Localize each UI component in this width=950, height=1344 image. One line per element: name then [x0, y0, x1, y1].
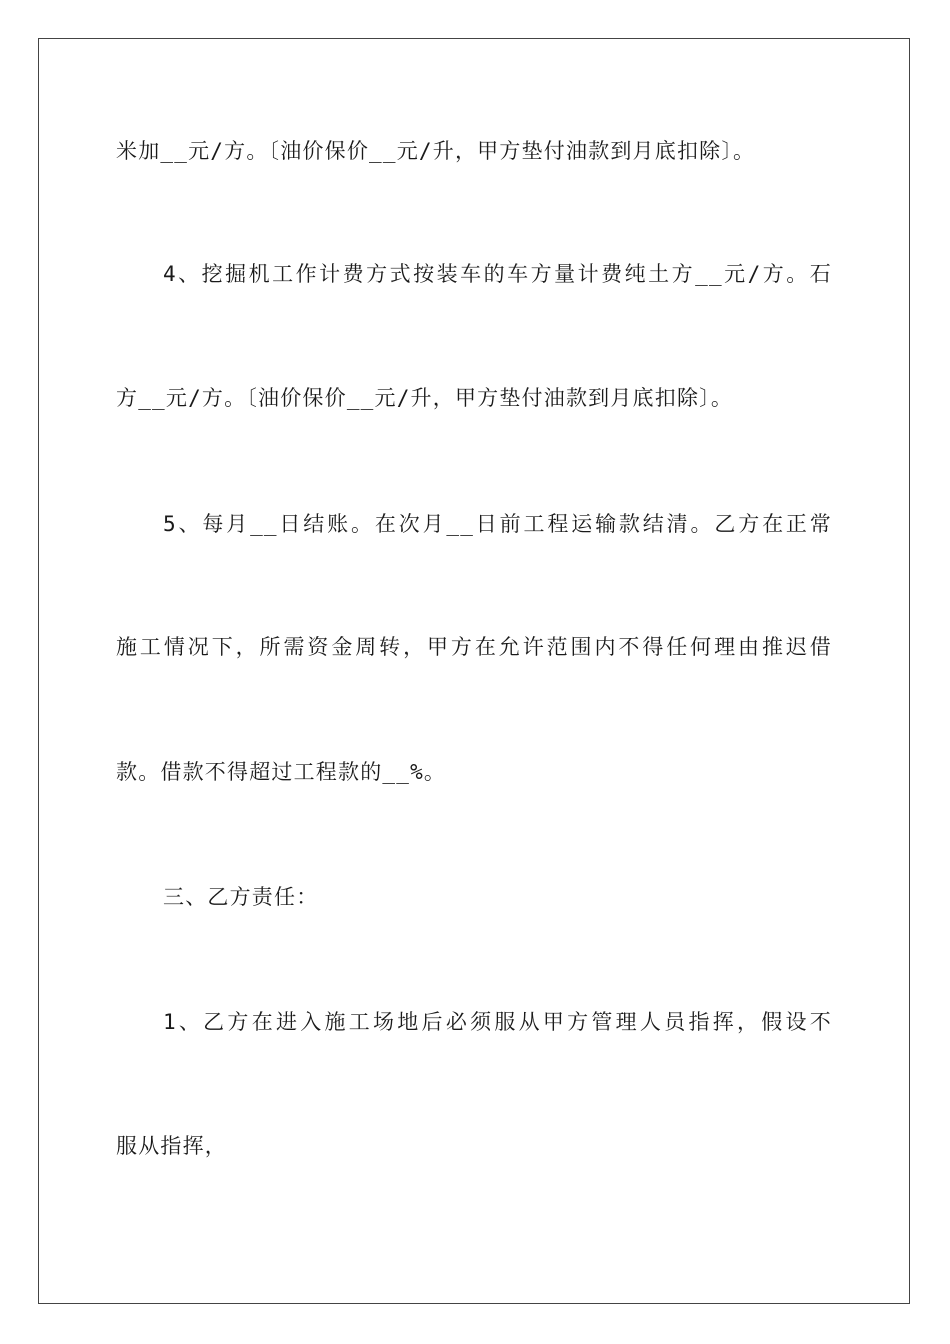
text-line-3: 方__元/方。〔油价保价__元/升，甲方垫付油款到月底扣除〕。	[116, 386, 734, 410]
page-frame	[38, 38, 910, 1304]
text-line-2: 4、挖掘机工作计费方式按装车的车方量计费纯土方__元/方。石	[163, 262, 832, 286]
text-line-8: 1、乙方在进入施工场地后必须服从甲方管理人员指挥，假设不	[163, 1010, 832, 1034]
section-heading: 三、乙方责任：	[163, 885, 319, 909]
text-line-5: 施工情况下，所需资金周转，甲方在允许范围内不得任何理由推迟借	[116, 635, 832, 659]
text-line-9: 服从指挥，	[116, 1134, 227, 1158]
text-line-4: 5、每月__日结账。在次月__日前工程运输款结清。乙方在正常	[163, 512, 832, 536]
text-line-1: 米加__元/方。〔油价保价__元/升，甲方垫付油款到月底扣除〕。	[116, 139, 756, 163]
text-line-6: 款。借款不得超过工程款的__%。	[116, 760, 447, 784]
